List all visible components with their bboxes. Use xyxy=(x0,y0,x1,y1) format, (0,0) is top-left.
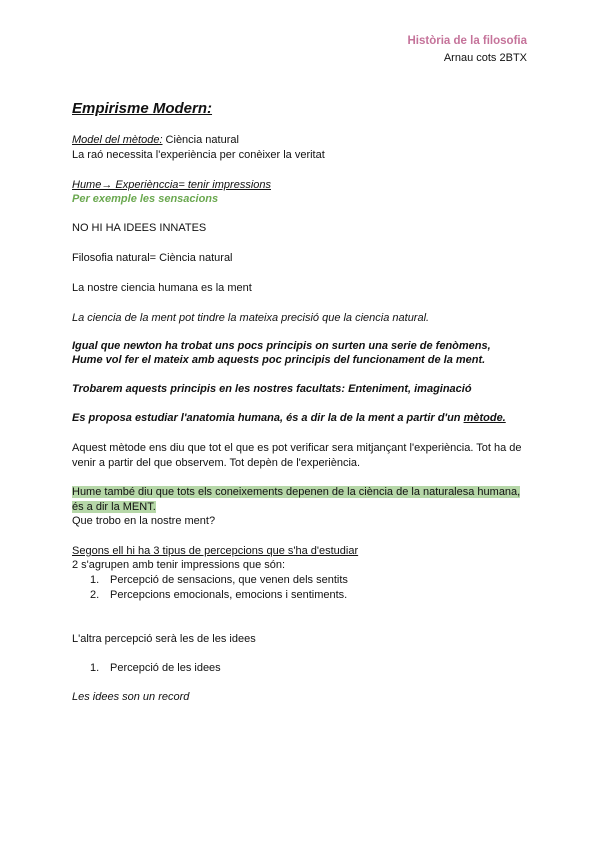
list-item xyxy=(90,661,221,676)
percepcions-intro: 2 s'agrupen amb tenir impressions que són: xyxy=(72,559,286,571)
model-value: Ciència natural xyxy=(162,134,239,146)
header-author: Arnau cots 2BTX xyxy=(443,52,527,64)
percepcions-heading: Segons ell hi ha 3 tipus de percepcions que s'ha d'estudiar xyxy=(72,545,359,557)
highlight-text-2: és a dir la MENT. xyxy=(72,501,156,513)
model-line-2: La raó necessita l'experiència per conèixer la veritat xyxy=(72,149,325,161)
no-innate-ideas: NO HI HA IDEES INNATES xyxy=(72,222,207,234)
altra-percepcio: L'altra percepció serà les de les idees xyxy=(72,633,256,645)
experiencia-line-1: Aquest mètode ens diu que tot el que es pot verificar sera mitjançant l'experiència. Tot ha de xyxy=(72,442,522,454)
anatomia-text: Es proposa estudiar l'anatomia humana, és a dir la de la ment a partir d'un xyxy=(72,412,464,424)
newton-line-2: Hume vol fer el mateix amb aquests poc principis del funcionament de la ment. xyxy=(72,354,486,366)
model-label: Model del mètode: xyxy=(72,134,163,146)
model-line xyxy=(72,133,239,148)
metode-word: mètode. xyxy=(463,412,506,424)
hume-line: Hume→ Experiènccia= tenir impressions xyxy=(72,179,271,191)
newton-line-1: Igual que newton ha trobat uns pocs principis on surten una serie de fenòmens, xyxy=(72,340,491,352)
pregunta-line: Que trobo en la nostre ment? xyxy=(72,515,216,527)
list-text: Percepció de sensacions, que venen dels sentits xyxy=(110,574,348,586)
list-number: 2. xyxy=(90,589,100,601)
record-line: Les idees son un record xyxy=(72,691,190,703)
ciencia-humana: La nostre ciencia humana es la ment xyxy=(72,282,252,294)
experiencia-line-2: venir a partir del que observem. Tot depèn de l'experiència. xyxy=(72,457,361,469)
highlight-text-1: Hume també diu que tots els coneixements depenen de la ciència de la naturalesa humana, xyxy=(72,486,521,498)
list-item xyxy=(90,573,348,588)
list-text: Percepció de les idees xyxy=(110,662,221,674)
list-number: 1. xyxy=(90,662,100,674)
hume-example: Per exemple les sensacions xyxy=(72,193,219,205)
highlight-line-2 xyxy=(72,500,156,515)
precisio-line: La ciencia de la ment pot tindre la mateixa precisió que la ciencia natural. xyxy=(72,312,430,324)
highlight-line-1 xyxy=(72,485,520,500)
list-number: 1. xyxy=(90,574,100,586)
facultats-line: Trobarem aquests principis en les nostres facultats: Enteniment, imaginació xyxy=(72,383,472,395)
filosofia-natural: Filosofia natural= Ciència natural xyxy=(72,252,233,264)
list-item xyxy=(90,588,347,603)
list-text: Percepcions emocionals, emocions i sentiments. xyxy=(110,589,348,601)
header-course: Història de la filosofia xyxy=(407,35,527,47)
anatomia-line xyxy=(72,411,506,426)
page-title: Empirisme Modern: xyxy=(72,100,213,117)
